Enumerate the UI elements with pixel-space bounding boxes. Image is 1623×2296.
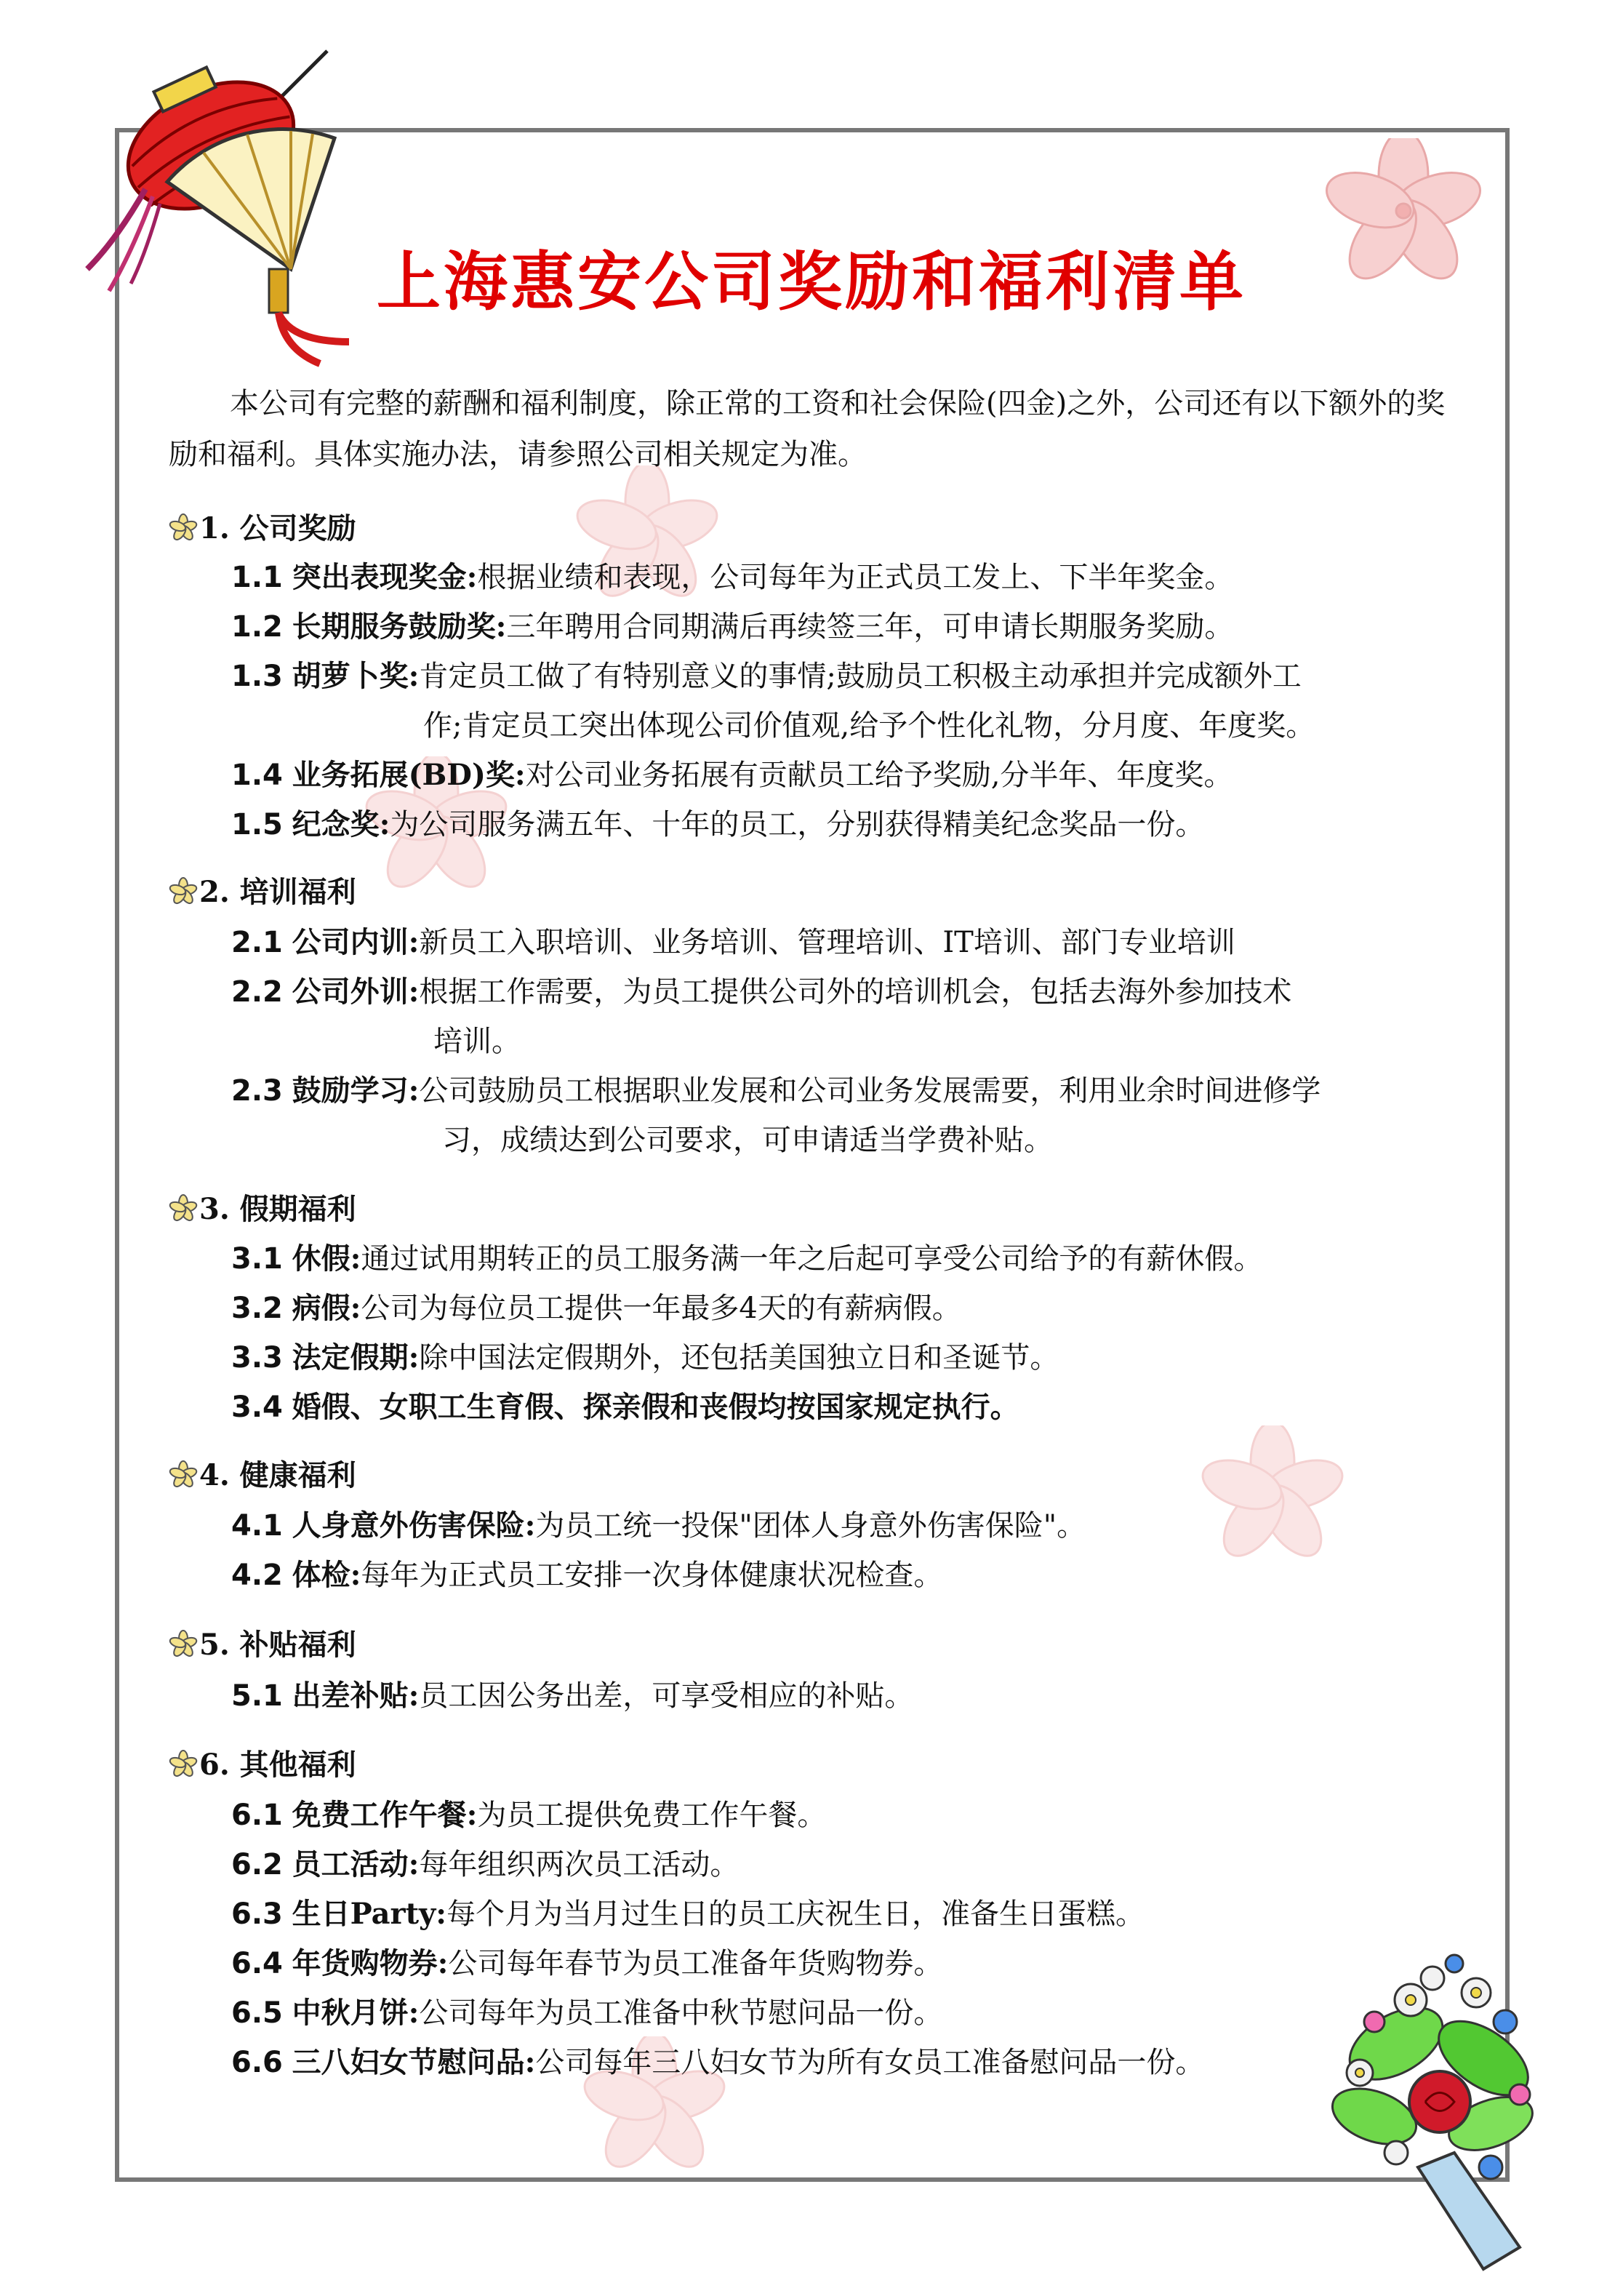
item-number: 3.4 — [231, 1391, 283, 1424]
flower-bullet-icon — [169, 877, 198, 906]
section-heading-text: 3. 假期福利 — [199, 1192, 356, 1226]
section-heading — [169, 507, 356, 551]
item-text: 为员工统一投保"团体人身意外伤害保险"。 — [535, 1509, 1086, 1543]
item-text: 肯定员工做了有特别意义的事情;鼓励员工积极主动承担并完成额外工 — [419, 660, 1302, 693]
item-text: 为公司服务满五年、十年的员工，分别获得精美纪念奖品一份。 — [390, 808, 1205, 841]
item-text: 公司每年为员工准备中秋节慰问品一份。 — [419, 1996, 943, 2030]
item-number: 6.5 — [231, 1996, 283, 2030]
item-number: 3.2 — [231, 1292, 283, 1325]
list-item — [231, 602, 1467, 652]
section-heading-text: 5. 补贴福利 — [199, 1628, 356, 1662]
item-text: 对公司业务拓展有贡献员工给予奖励,分半年、年度奖。 — [525, 759, 1233, 792]
item-label: 休假: — [292, 1241, 361, 1276]
section-heading — [169, 871, 356, 914]
section-heading — [169, 1188, 356, 1231]
item-text-continued: 作;肯定员工突出体现公司价值观,给予个性化礼物，分月度、年度奖。 — [423, 709, 1315, 743]
item-number: 4.2 — [231, 1559, 283, 1592]
item-label: 法定假期: — [292, 1340, 420, 1375]
item-text: 除中国法定假期外，还包括美国独立日和圣诞节。 — [419, 1341, 1059, 1375]
flower-bullet-icon — [169, 1750, 198, 1779]
item-label: 人身意外伤害保险: — [292, 1508, 536, 1543]
section-heading-text: 6. 其他福利 — [199, 1748, 356, 1782]
item-number: 6.6 — [231, 2046, 283, 2079]
item-text: 三年聘用合同期满后再续签三年，可申请长期服务奖励。 — [506, 610, 1234, 644]
intro-paragraph: 本公司有完整的薪酬和福利制度，除正常的工资和社会保险(四金)之外，公司还有以下额外的奖励和福利。具体实施办法，请参照公司相关规定为准。 — [169, 387, 1446, 471]
list-item — [231, 918, 1467, 967]
item-number: 2.2 — [231, 975, 283, 1009]
section-heading-text: 1. 公司奖励 — [199, 511, 356, 545]
item-label: 长期服务鼓励奖: — [292, 609, 507, 644]
item-number: 6.4 — [231, 1947, 283, 1980]
item-label: 体检: — [292, 1558, 361, 1592]
item-number: 1.2 — [231, 610, 283, 644]
list-item — [231, 1889, 1467, 1939]
item-label: 中秋月饼: — [292, 1996, 420, 2030]
item-number: 6.2 — [231, 1848, 283, 1881]
item-label: 员工活动: — [292, 1847, 420, 1881]
item-text: 公司鼓励员工根据职业发展和公司业务发展需要，利用业余时间进修学 — [419, 1074, 1321, 1108]
item-text: 每个月为当月过生日的员工庆祝生日，准备生日蛋糕。 — [446, 1897, 1145, 1931]
list-item — [231, 1840, 1467, 1889]
list-item — [231, 2038, 1467, 2087]
item-label: 年货购物券: — [292, 1946, 449, 1980]
item-label: 胡萝卜奖: — [292, 659, 420, 693]
list-item — [231, 1383, 1467, 1432]
item-label: 公司内训: — [292, 925, 420, 959]
item-number: 1.4 — [231, 759, 283, 792]
item-label: 纪念奖: — [292, 807, 390, 841]
section-heading-text: 4. 健康福利 — [199, 1458, 356, 1492]
section-heading — [169, 1623, 356, 1667]
section-heading — [169, 1454, 356, 1497]
item-number: 1.1 — [231, 561, 283, 594]
item-text: 公司为每位员工提供一年最多4天的有薪病假。 — [361, 1292, 961, 1325]
item-text: 婚假、女职工生育假、探亲假和丧假均按国家规定执行。 — [292, 1390, 1019, 1424]
list-item — [231, 800, 1467, 849]
item-number: 1.5 — [231, 808, 283, 841]
item-label: 病假: — [292, 1291, 361, 1325]
item-number: 6.1 — [231, 1799, 283, 1832]
item-label: 免费工作午餐: — [292, 1798, 478, 1832]
item-text: 每年为正式员工安排一次身体健康状况检查。 — [361, 1559, 943, 1592]
item-text: 通过试用期转正的员工服务满一年之后起可享受公司给予的有薪休假。 — [361, 1242, 1263, 1276]
section-heading — [169, 1743, 356, 1787]
item-number: 4.1 — [231, 1509, 283, 1543]
item-text: 新员工入职培训、业务培训、管理培训、IT培训、部门专业培训 — [419, 926, 1235, 959]
item-text-continued: 培训。 — [433, 1025, 521, 1058]
item-label: 出差补贴: — [292, 1679, 420, 1713]
list-item — [231, 1671, 1467, 1721]
item-number: 3.1 — [231, 1242, 283, 1276]
flower-bullet-icon — [169, 513, 198, 543]
item-text-continued: 习，成绩达到公司要求，可申请适当学费补贴。 — [442, 1124, 1053, 1157]
item-label: 生日Party: — [292, 1897, 447, 1931]
list-item — [231, 1234, 1467, 1284]
item-text: 为员工提供免费工作午餐。 — [477, 1799, 827, 1832]
item-number: 6.3 — [231, 1897, 283, 1931]
list-item — [231, 751, 1467, 800]
list-item — [231, 1791, 1467, 1840]
list-item — [231, 1501, 1467, 1551]
item-label: 公司外训: — [292, 975, 420, 1009]
list-item — [231, 1551, 1467, 1600]
item-text: 根据业绩和表现，公司每年为正式员工发上、下半年奖金。 — [477, 561, 1234, 594]
item-text: 公司每年三八妇女节为所有女员工准备慰问品一份。 — [535, 2046, 1205, 2079]
item-text: 每年组织两次员工活动。 — [419, 1848, 740, 1881]
item-label: 突出表现奖金: — [292, 560, 478, 594]
page-title: 上海惠安公司奖励和福利清单 — [376, 244, 1246, 319]
list-item — [231, 1988, 1467, 2038]
item-text: 根据工作需要，为员工提供公司外的培训机会，包括去海外参加技术 — [419, 975, 1292, 1009]
item-text: 员工因公务出差，可享受相应的补贴。 — [419, 1679, 914, 1713]
item-label: 鼓励学习: — [292, 1073, 420, 1108]
flower-bullet-icon — [169, 1460, 198, 1489]
item-label: 三八妇女节慰问品: — [292, 2045, 536, 2079]
item-label: 业务拓展(BD)奖: — [292, 758, 526, 792]
list-item — [231, 553, 1467, 602]
list-item — [231, 1066, 1467, 1165]
list-item — [231, 967, 1467, 1066]
flower-bullet-icon — [169, 1630, 198, 1659]
flower-bullet-icon — [169, 1194, 198, 1223]
list-item — [231, 1284, 1467, 1333]
item-number: 1.3 — [231, 660, 283, 693]
section-heading-text: 2. 培训福利 — [199, 875, 356, 909]
item-number: 2.3 — [231, 1074, 283, 1108]
item-number: 5.1 — [231, 1679, 283, 1713]
list-item — [231, 652, 1467, 751]
item-number: 2.1 — [231, 926, 283, 959]
item-number: 3.3 — [231, 1341, 283, 1375]
item-text: 公司每年春节为员工准备年货购物券。 — [448, 1947, 943, 1980]
list-item — [231, 1333, 1467, 1383]
list-item — [231, 1939, 1467, 1988]
